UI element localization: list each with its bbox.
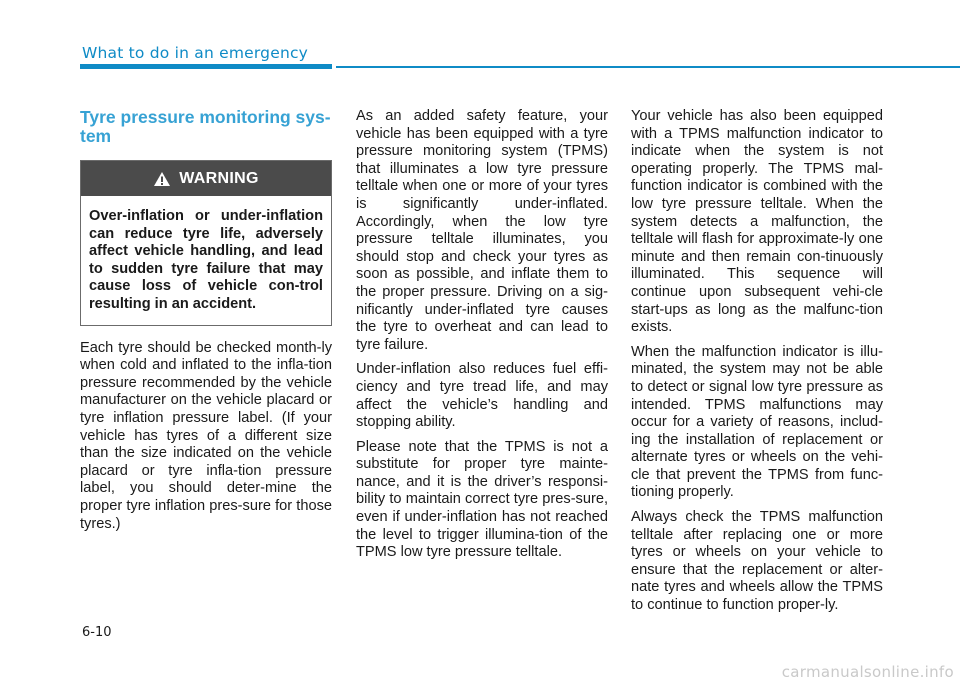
warning-label: WARNING xyxy=(179,169,259,187)
header-rule-thick xyxy=(80,64,332,69)
header-rule-thin xyxy=(336,66,960,68)
paragraph: Under-inflation also reduces fuel effi-ciency and tyre tread life, and may affect the vehicle’s handling and stopping ability. xyxy=(356,361,608,431)
warning-text: Over-inflation or under-inflation can reduce tyre life, adversely affect vehicle handling, and lead to sudden tyre failure that may cause loss of vehicle con-trol resulting in an accident. xyxy=(89,208,323,312)
watermark: carmanualsonline.info xyxy=(781,663,954,681)
paragraph: When the malfunction indicator is illu-minated, the system may not be able to detect or signal low tyre pressure as intended. TPMS malfunctions may occur for a variety of reasons, includ-ing the installation of replacement or alternate tyres or wheels on the vehi-cle that prevent the TPMS from func-tioning properly. xyxy=(631,343,883,501)
paragraph: Each tyre should be checked month-ly when cold and inflated to the infla-tion pressure recommended by the vehicle manufacturer on the vehicle placard or tyre inflation pressure label. (If your vehicle has tyres of a different size than the size indicated on the vehicle placard or tyre infla-tion pressure label, you should deter-mine the proper tyre inflation pres-sure for those tyres.) xyxy=(80,339,332,532)
paragraph: As an added safety feature, your vehicle has been equipped with a tyre pressure monitoring system (TPMS) that illuminates a low tyre pressure telltale when one or more of your tyres is significantly under-inflated. Accordingly, when the low tyre pressure telltale illuminates, you should stop and check your tyres as soon as possible, and inflate them to the proper pressure. Driving on a sig-nificantly under-inflated tyre causes the tyre to overheat and can lead to tyre failure. xyxy=(356,108,608,353)
warning-icon xyxy=(153,171,171,187)
section-title: What to do in an emergency xyxy=(82,44,309,62)
page-number: 6-10 xyxy=(82,625,112,640)
section-heading: Tyre pressure monitoring sys-tem xyxy=(80,107,331,146)
column-1 xyxy=(80,108,332,540)
paragraph: Always check the TPMS malfunction telltale after replacing one or more tyres or wheels on your vehicle to ensure that the replacement or alter-nate tyres and wheels allow the TPMS to continue to function proper-ly. xyxy=(631,509,883,614)
column-2 xyxy=(356,108,608,569)
paragraph: Please note that the TPMS is not a substitute for proper tyre mainte-nance, and it is the driver’s responsi-bility to maintain correct tyre pres-sure, even if under-inflation has not reached the level to trigger illumina-tion of the TPMS low tyre pressure telltale. xyxy=(356,438,608,561)
warning-box xyxy=(80,160,332,326)
paragraph: Your vehicle has also been equipped with a TPMS malfunction indicator to indicate when the system is not operating properly. The TPMS mal-function indicator is combined with the low tyre pressure telltale. When the system detects a malfunction, the telltale will flash for approximate-ly one minute and then remain con-tinuously illuminated. This sequence will continue upon subsequent vehi-cle start-ups as long as the malfunc-tion exists. xyxy=(631,108,883,336)
warning-header xyxy=(81,161,331,196)
column-3 xyxy=(631,108,883,622)
